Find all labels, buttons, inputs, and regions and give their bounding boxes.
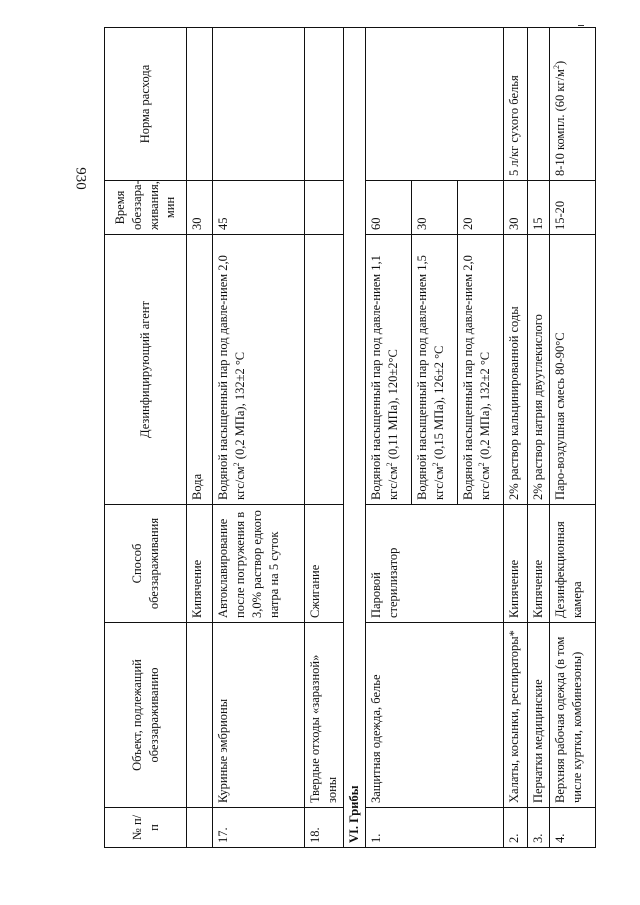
num-cell: 18. — [305, 808, 344, 848]
header-agent: Дезинфицирующий агент — [105, 235, 187, 505]
time-cell: 45 — [213, 181, 305, 235]
agent-cell: Вода — [187, 235, 213, 505]
agent-cell: Водяной насыщенный пар под давле-нием 1,1 кгс/$см^2$ (0,11 МПа), 120±2°С — [365, 235, 411, 505]
agent-cell: Водяной насыщенный пар под давле-нием 1,5 кгс/$см^2$ (0,15 МПа), 126±2 °С — [411, 235, 457, 505]
margin-mark — [578, 25, 584, 26]
method-cell: Кипячение — [187, 505, 213, 623]
page-number: 930 — [72, 167, 89, 190]
disinfection-table — [104, 27, 596, 848]
table-row — [503, 28, 527, 848]
object-cell: Куриные эмбрионы — [213, 623, 305, 808]
agent-cell: Водяной насыщенный пар под давле-нием 2,0 кгс/$см^2$ (0,2 МПа), 132±2 °С — [213, 235, 305, 505]
table-row — [527, 28, 549, 848]
time-cell: 15 — [527, 181, 549, 235]
time-cell: 15-20 — [549, 181, 595, 235]
object-cell: Перчатки медицинские — [527, 623, 549, 808]
agent-cell: 2% раствор кальцинированной соды — [503, 235, 527, 505]
section-title: VI. Грибы — [343, 28, 365, 848]
object-cell: Твердые отходы «заразной» зоны — [305, 623, 344, 808]
time-cell: 30 — [503, 181, 527, 235]
num-cell: 17. — [213, 808, 305, 848]
table-row — [213, 28, 305, 848]
object-cell: Верхняя рабочая одежда (в том числе куртки, комбинезоны) — [549, 623, 595, 808]
header-norm: Норма расхода — [105, 28, 187, 181]
num-cell: 3. — [527, 808, 549, 848]
num-cell: 2. — [503, 808, 527, 848]
disinfection-table-wrapper — [104, 28, 624, 848]
table-row — [187, 28, 213, 848]
object-cell: Халаты, косынки, респираторы* — [503, 623, 527, 808]
header-num: № п/п — [105, 808, 187, 848]
method-cell: Автоклавирование после погружения в 3,0% раствор едкого натра на 5 суток — [213, 505, 305, 623]
method-cell: Сжигание — [305, 505, 344, 623]
time-cell: 20 — [457, 181, 503, 235]
object-cell: Защитная одежда, белье — [365, 623, 503, 808]
table-row — [365, 28, 411, 848]
norm-cell: 5 л/кг сухого белья — [503, 28, 527, 181]
time-cell: 30 — [187, 181, 213, 235]
num-cell: 4. — [549, 808, 595, 848]
method-cell: Кипячение — [503, 505, 527, 623]
method-cell: Паровой стерилизатор — [365, 505, 503, 623]
agent-cell: Паро-воздушная смесь 80-90°С — [549, 235, 595, 505]
agent-cell: Водяной насыщенный пар под давле-нием 2,0 кгс/$см^2$ (0,2 МПа), 132±2 °С — [457, 235, 503, 505]
method-cell: Кипячение — [527, 505, 549, 623]
header-row — [105, 28, 187, 848]
norm-cell: 8-10 компл. (60 $кг/м^2$) — [549, 28, 595, 181]
header-method: Способ обеззараживания — [105, 505, 187, 623]
time-cell: 60 — [365, 181, 411, 235]
num-cell: 1. — [365, 808, 503, 848]
section-row — [343, 28, 365, 848]
header-time: Время обеззара-живания, мин — [105, 181, 187, 235]
table-row — [305, 28, 344, 848]
time-cell: 30 — [411, 181, 457, 235]
agent-cell: 2% раствор натрия двууглекислого — [527, 235, 549, 505]
method-cell: Дезинфекционная камера — [549, 505, 595, 623]
header-object: Объект, подлежащий обеззараживанию — [105, 623, 187, 808]
table-row — [549, 28, 595, 848]
